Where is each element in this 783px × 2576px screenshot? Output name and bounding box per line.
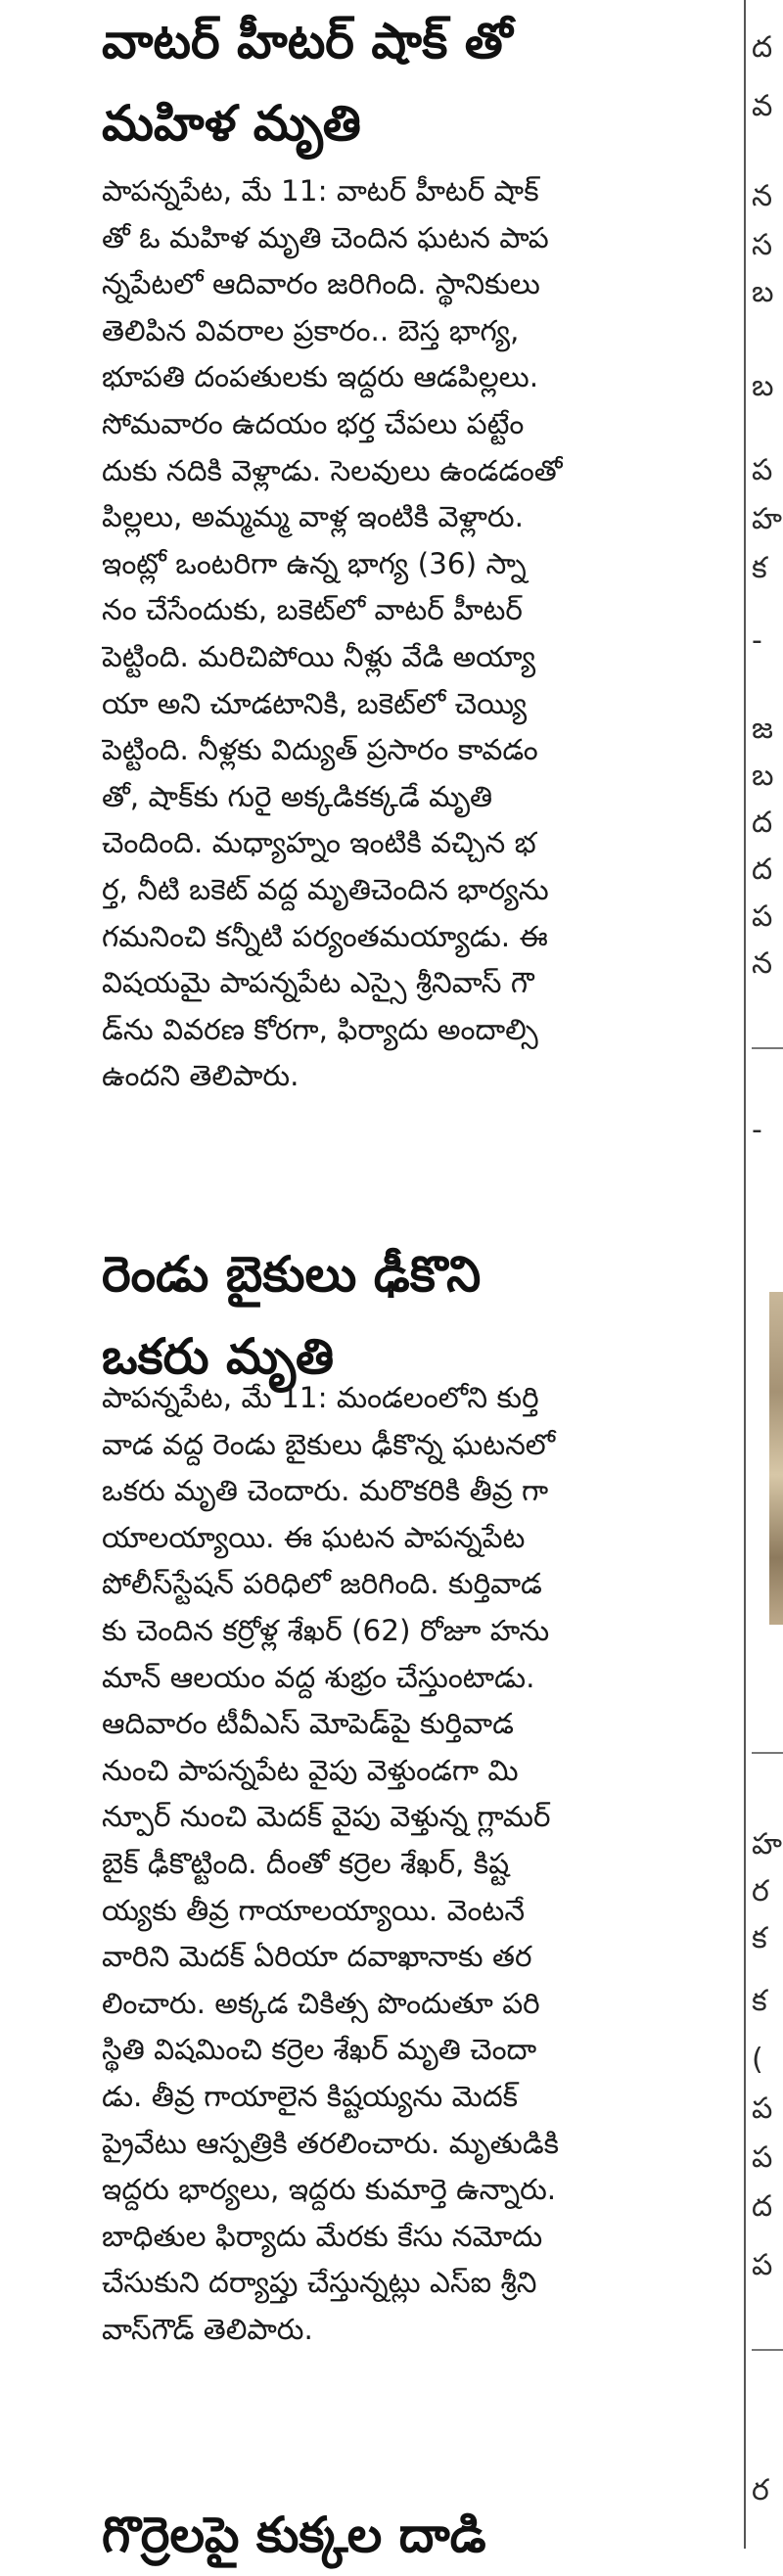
fragment-glyph: ప	[752, 453, 773, 487]
fragment-glyph: -	[752, 1113, 762, 1147]
body-line: వారిని మెదక్ ఏరియా దవాఖానాకు తర	[102, 1940, 532, 1974]
headline-line: ఒకరు మృతి	[102, 1328, 335, 1385]
column-rule	[752, 2349, 783, 2351]
body-line: డు. తీవ్ర గాయాలైన కిష్టయ్యను మెదక్	[102, 2079, 519, 2113]
fragment-glyph: ద	[752, 805, 773, 840]
article-1-body	[102, 168, 563, 1100]
body-line: కు చెందిన కర్రోళ్ల శేఖర్ (62) రోజూ హను	[102, 1613, 550, 1647]
fragment-glyph: న	[752, 946, 773, 981]
body-line: చెందింది. మధ్యాహ్నం ఇంటికి వచ్చిన భ	[102, 826, 536, 860]
fragment-glyph: హ	[752, 502, 782, 536]
body-line: య్యకు తీవ్ర గాయాలయ్యాయి. వెంటనే	[102, 1893, 526, 1927]
body-line: లించారు. అక్కడ చికిత్స పొందుతూ పరి	[102, 1986, 540, 2020]
body-line: ర్త, నీటి బకెట్ వద్ద మృతిచెందిన భార్యను	[102, 872, 549, 906]
body-line: ప్రైవేటు ఆస్పత్రికి తరలించారు. మృతుడికి	[102, 2126, 560, 2160]
article-2-body	[102, 1375, 559, 2353]
body-line: ఇద్దరు భార్యలు, ఇద్దరు కుమార్తె ఉన్నారు.	[102, 2173, 557, 2207]
fragment-glyph: బ	[752, 759, 774, 793]
fragment-glyph: జ	[752, 712, 773, 746]
body-line: పాపన్నపేట, మే 11: వాటర్ హీటర్ షాక్	[102, 174, 539, 207]
body-line: సోమవారం ఉదయం భర్త చేపలు పట్టేం	[102, 406, 525, 440]
fragment-glyph: ప	[752, 2092, 773, 2126]
fragment-glyph: -	[752, 623, 762, 658]
adjacent-column-fragment	[752, 0, 783, 2549]
body-line: ఆదివారం టీవీఎస్ మోపెడ్‌పై కుర్తివాడ	[102, 1707, 514, 1741]
body-line: భూపతి దంపతులకు ఇద్దరు ఆడపిల్లలు.	[102, 360, 539, 394]
body-line: ఉందని తెలిపారు.	[102, 1059, 299, 1093]
column-rule	[752, 1752, 783, 1754]
body-line: ఒకరు మృతి చెందారు. మరొకరికి తీవ్ర గా	[102, 1474, 549, 1508]
fragment-glyph: ర	[752, 1874, 769, 1909]
fragment-glyph: ప	[752, 2248, 773, 2282]
article-1-headline	[102, 0, 513, 164]
body-line: నం చేసేందుకు, బకెట్‌లో వాటర్ హీటర్	[102, 593, 523, 627]
body-line: పెట్టింది. మరిచిపోయి నీళ్లు వేడి అయ్యా	[102, 639, 536, 673]
fragment-glyph: బ	[752, 369, 774, 403]
fragment-glyph: క	[752, 1984, 767, 2018]
fragment-glyph: క	[752, 1921, 767, 1955]
body-line: పాపన్నపేట, మే 11: మండలంలోని కుర్తి	[102, 1381, 539, 1414]
fragment-glyph: ద	[752, 852, 773, 887]
fragment-glyph: వ	[752, 89, 773, 123]
body-line: న్పూర్ నుంచి మెదక్ వైపు వెళ్తున్న గ్లామర్	[102, 1800, 551, 1834]
body-line: యాలయ్యాయి. ఈ ఘటన పాపన్నపేట	[102, 1520, 526, 1554]
fragment-glyph: న	[752, 179, 773, 213]
fragment-glyph: బ	[752, 275, 774, 309]
fragment-glyph: ద	[752, 30, 773, 65]
body-line: గమనించి కన్నీటి పర్యంతమయ్యాడు. ఈ	[102, 919, 548, 953]
fragment-glyph: ప	[752, 899, 773, 934]
fragment-glyph: ప	[752, 2140, 773, 2175]
headline-line: గొర్రెలపై కుక్కల దాడి	[102, 2507, 486, 2563]
column-rule	[752, 1047, 783, 1049]
body-line: బైక్ ఢీకొట్టింది. దీంతో కర్రెల శేఖర్, కిష్ట	[102, 1846, 510, 1880]
body-line: వాస్‌గౌడ్ తెలిపారు.	[102, 2312, 313, 2346]
article-2-headline	[102, 1233, 481, 1398]
fragment-glyph: హ	[752, 1827, 782, 1862]
fragment-glyph: క	[752, 551, 767, 585]
body-line: పెట్టింది. నీళ్లకు విద్యుత్ ప్రసారం కావడం	[102, 733, 538, 767]
body-line: విషయమై పాపన్నపేట ఎస్సై శ్రీనివాస్ గౌ	[102, 966, 534, 1000]
body-line: మాన్ ఆలయం వద్ద శుభ్రం చేస్తుంటాడు.	[102, 1660, 535, 1694]
body-line: వాడ వద్ద రెండు బైకులు ఢీకొన్న ఘటనలో	[102, 1427, 556, 1461]
headline-line: వాటర్ హీటర్ షాక్ తో	[102, 13, 513, 69]
body-line: నుంచి పాపన్నపేట వైపు వెళ్తుండగా మి	[102, 1753, 519, 1787]
body-line: ఇంట్లో ఒంటరిగా ఉన్న భాగ్య (36) స్నా	[102, 546, 527, 580]
body-line: యా అని చూడటానికి, బకెట్‌లో చెయ్యి	[102, 686, 528, 720]
body-line: స్థితి విషమించి కర్రెల శేఖర్ మృతి చెందా	[102, 2033, 537, 2067]
body-line: పిల్లలు, అమ్మమ్మ వాళ్ల ఇంటికి వెళ్లారు.	[102, 500, 525, 534]
fragment-glyph: ర	[752, 2473, 769, 2507]
article-3-headline	[102, 2494, 486, 2576]
headline-line: రెండు బైకులు ఢీకొని	[102, 1246, 482, 1303]
body-line: చేసుకుని దర్యాప్తు చేస్తున్నట్లు ఎస్ఐ శ్రీని	[102, 2266, 537, 2300]
body-line: డ్‌ను వివరణ కోరగా, ఫిర్యాదు అందాల్సి	[102, 1012, 538, 1046]
body-line: తో, షాక్‌కు గురై అక్కడికక్కడే మృతి	[102, 779, 493, 813]
photo-fragment	[769, 1292, 783, 1625]
column-divider	[744, 0, 746, 2549]
body-line: బాధితుల ఫిర్యాదు మేరకు కేసు నమోదు	[102, 2219, 543, 2253]
fragment-glyph: స	[752, 228, 773, 262]
fragment-glyph: (	[752, 2043, 763, 2077]
body-line: న్నపేటలో ఆదివారం జరిగింది. స్థానికులు	[102, 267, 540, 301]
fragment-glyph: ద	[752, 2189, 773, 2224]
body-line: దుకు నదికి వెళ్లాడు. సెలవులు ఉండడంతో	[102, 453, 563, 487]
body-line: తెలిపిన వివరాల ప్రకారం.. బెస్త భాగ్య,	[102, 313, 520, 347]
headline-line: మహిళ మృతి	[102, 95, 361, 152]
body-line: పోలీస్‌స్టేషన్ పరిధిలో జరిగింది. కుర్తివాడ	[102, 1567, 542, 1601]
body-line: తో ఓ మహిళ మృతి చెందిన ఘటన పాప	[102, 220, 549, 254]
